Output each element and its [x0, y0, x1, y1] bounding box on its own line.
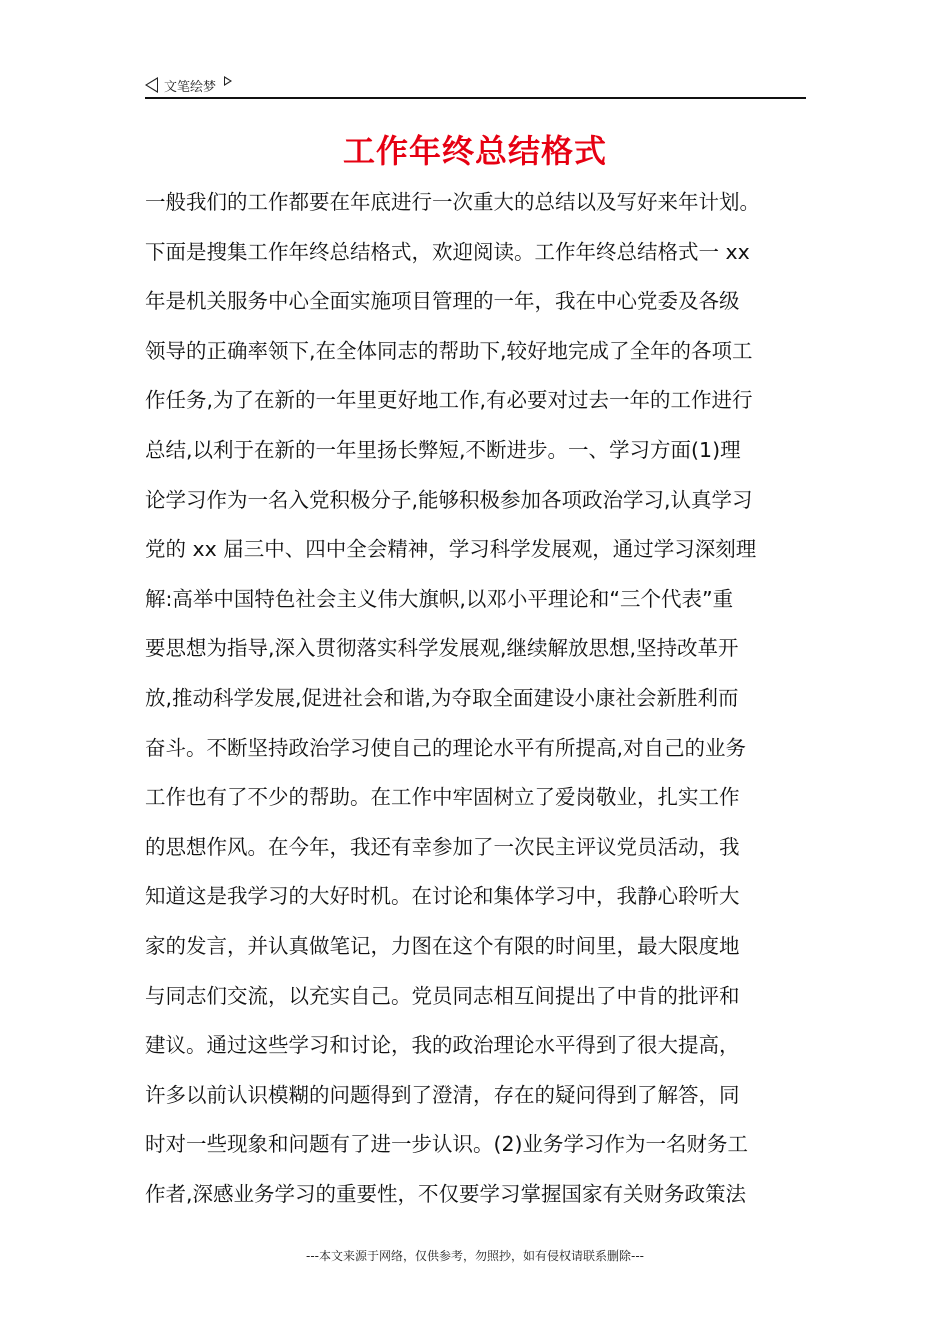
body-line: 领导的正确率领下,在全体同志的帮助下,较好地完成了全年的各项工 [145, 338, 753, 363]
body-line: 要思想为指导,深入贯彻落实科学发展观,继续解放思想,坚持改革开 [145, 636, 739, 661]
body-line: 工作也有了不少的帮助。在工作中牢固树立了爱岗敬业，扎实工作 [145, 785, 740, 810]
body-line: 作任务,为了在新的一年里更好地工作,有必要对过去一年的工作进行 [145, 388, 753, 413]
header-rule [145, 97, 806, 99]
body-line: 与同志们交流，以充实自己。党员同志相互间提出了中肯的批评和 [145, 983, 740, 1008]
triangle-right-icon [224, 76, 232, 86]
body-line: 作者,深感业务学习的重要性，不仅要学习掌握国家有关财务政策法 [145, 1181, 747, 1206]
body-line: 的思想作风。在今年，我还有幸参加了一次民主评议党员活动，我 [145, 834, 740, 859]
triangle-left-icon [145, 77, 158, 93]
footer-notice: ---本文来源于网络，仅供参考，勿照抄，如有侵权请联系删除--- [306, 1249, 644, 1263]
body-line: 家的发言，并认真做笔记，力图在这个有限的时间里，最大限度地 [145, 933, 740, 958]
body-line: 建议。通过这些学习和讨论，我的政治理论水平得到了很大提高， [145, 1033, 740, 1058]
body-line: 放,推动科学发展,促进社会和谐,为夺取全面建设小康社会新胜利而 [145, 685, 739, 710]
body-line: 党的 xx 届三中、四中全会精神，学习科学发展观，通过学习深刻理 [145, 537, 757, 562]
body-line: 时对一些现象和问题有了进一步认识。(2)业务学习作为一名财务工 [145, 1132, 749, 1157]
body-line: 总结,以利于在新的一年里扬长弊短,不断进步。一、学习方面(1)理 [145, 437, 741, 462]
body-line: 下面是搜集工作年终总结格式，欢迎阅读。工作年终总结格式一 xx [145, 239, 750, 264]
body-line: 奋斗。不断坚持政治学习使自己的理论水平有所提高,对自己的业务 [145, 735, 747, 760]
page-header [145, 74, 232, 96]
body-line: 论学习作为一名入党积极分子,能够积极参加各项政治学习,认真学习 [145, 487, 753, 512]
header-brand: 文笔绘梦 [164, 79, 217, 95]
body-line: 年是机关服务中心全面实施项目管理的一年，我在中心党委及各级 [145, 289, 740, 314]
body-line: 一般我们的工作都要在年底进行一次重大的总结以及写好来年计划。 [145, 190, 760, 214]
body-line: 知道这是我学习的大好时机。在讨论和集体学习中，我静心聆听大 [145, 884, 740, 909]
document-body [145, 178, 810, 1219]
body-line: 许多以前认识模糊的问题得到了澄清，存在的疑问得到了解答，同 [145, 1082, 740, 1107]
body-line: 解:高举中国特色社会主义伟大旗帜,以邓小平理论和“三个代表”重 [145, 586, 734, 611]
document-title: 工作年终总结格式 [342, 132, 607, 170]
